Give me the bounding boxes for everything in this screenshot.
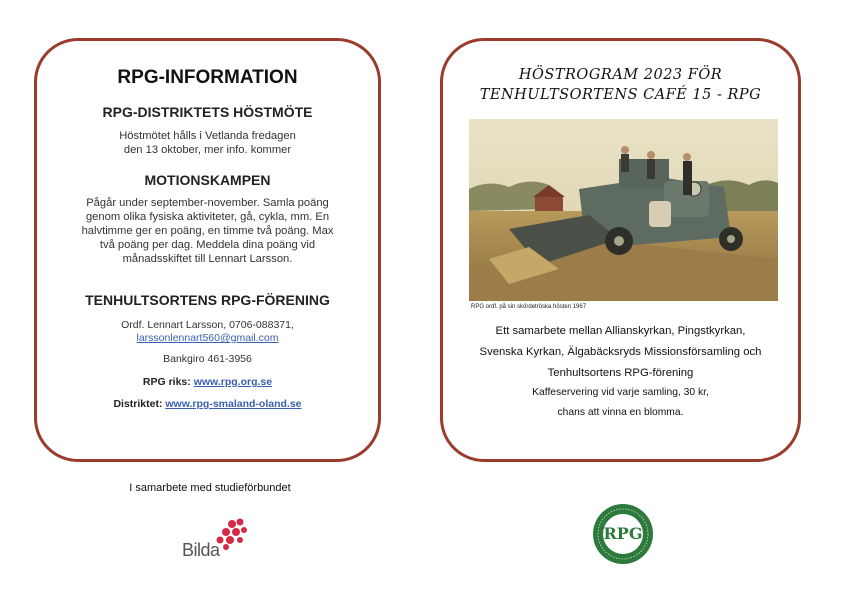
cooperation-line: Svenska Kyrkan, Älgabäcksryds Missionsförsamling och [479,346,762,358]
info-title: RPG-INFORMATION [117,67,298,88]
meeting-heading: RPG-DISTRIKTETS HÖSTMÖTE [102,104,313,120]
coffee-text [443,383,798,423]
campaign-line: halvtimme ger en poäng, en timme två poäng. Max [81,225,334,237]
national-label: RPG riks: [142,376,191,388]
rpg-logo [592,503,654,565]
meeting-line: den 13 oktober, mer info. kommer [123,144,292,156]
campaign-line: genom olika fysiska aktiviteter, gå, cykla, mm. En [85,211,330,223]
campaign-line: Pågår under september-november. Samla poäng [86,197,329,209]
prize-line: chans att vinna en blomma. [557,407,684,418]
bankgiro: Bankgiro 461-3956 [163,353,252,365]
campaign-line: två poäng per dag. Meddela dina poäng vid [99,239,316,251]
combine-harvester-photo [469,119,778,301]
bilda-logo [180,516,260,564]
district-label: Distriktet: [113,398,163,410]
program-title-line2: TENHULTSORTENS CAFÉ 15 - RPG [479,87,762,103]
info-panel [34,38,381,462]
email-link[interactable]: larssonlennart560@gmail.com [136,332,279,344]
cooperation-footer: I samarbete med studieförbundet [129,482,291,494]
email-link-row [37,332,378,344]
cooperation-line: Tenhultsortens RPG-förening [547,367,694,379]
meeting-line: Höstmötet hålls i Vetlanda fredagen [119,130,296,142]
district-link[interactable]: www.rpg-smaland-oland.se [165,398,302,410]
photo-caption: RPG ordf. på sin skördetröska hösten 1967 [471,304,587,310]
campaign-line: månadsskiftet till Lennart Larsson. [122,253,293,265]
meeting-text [37,129,378,157]
chair-line: Ordf. Lennart Larsson, 0706-088371, [121,319,294,331]
program-panel [440,38,801,462]
program-title-line1: HÖSTROGRAM 2023 FÖR [518,67,723,83]
campaign-heading: MOTIONSKAMPEN [144,172,271,188]
campaign-text [37,196,378,266]
cooperation-text [443,321,798,384]
national-link[interactable]: www.rpg.org.se [193,376,273,388]
association-heading: TENHULTSORTENS RPG-FÖRENING [85,292,330,308]
bilda-logo-text: Bilda [182,540,220,560]
district-row [37,398,378,410]
coffee-line: Kaffeservering vid varje samling, 30 kr, [532,387,709,398]
cooperation-line: Ett samarbete mellan Allianskyrkan, Pingstkyrkan, [495,325,746,337]
rpg-logo-text: RPG [603,524,643,543]
national-row [37,376,378,388]
